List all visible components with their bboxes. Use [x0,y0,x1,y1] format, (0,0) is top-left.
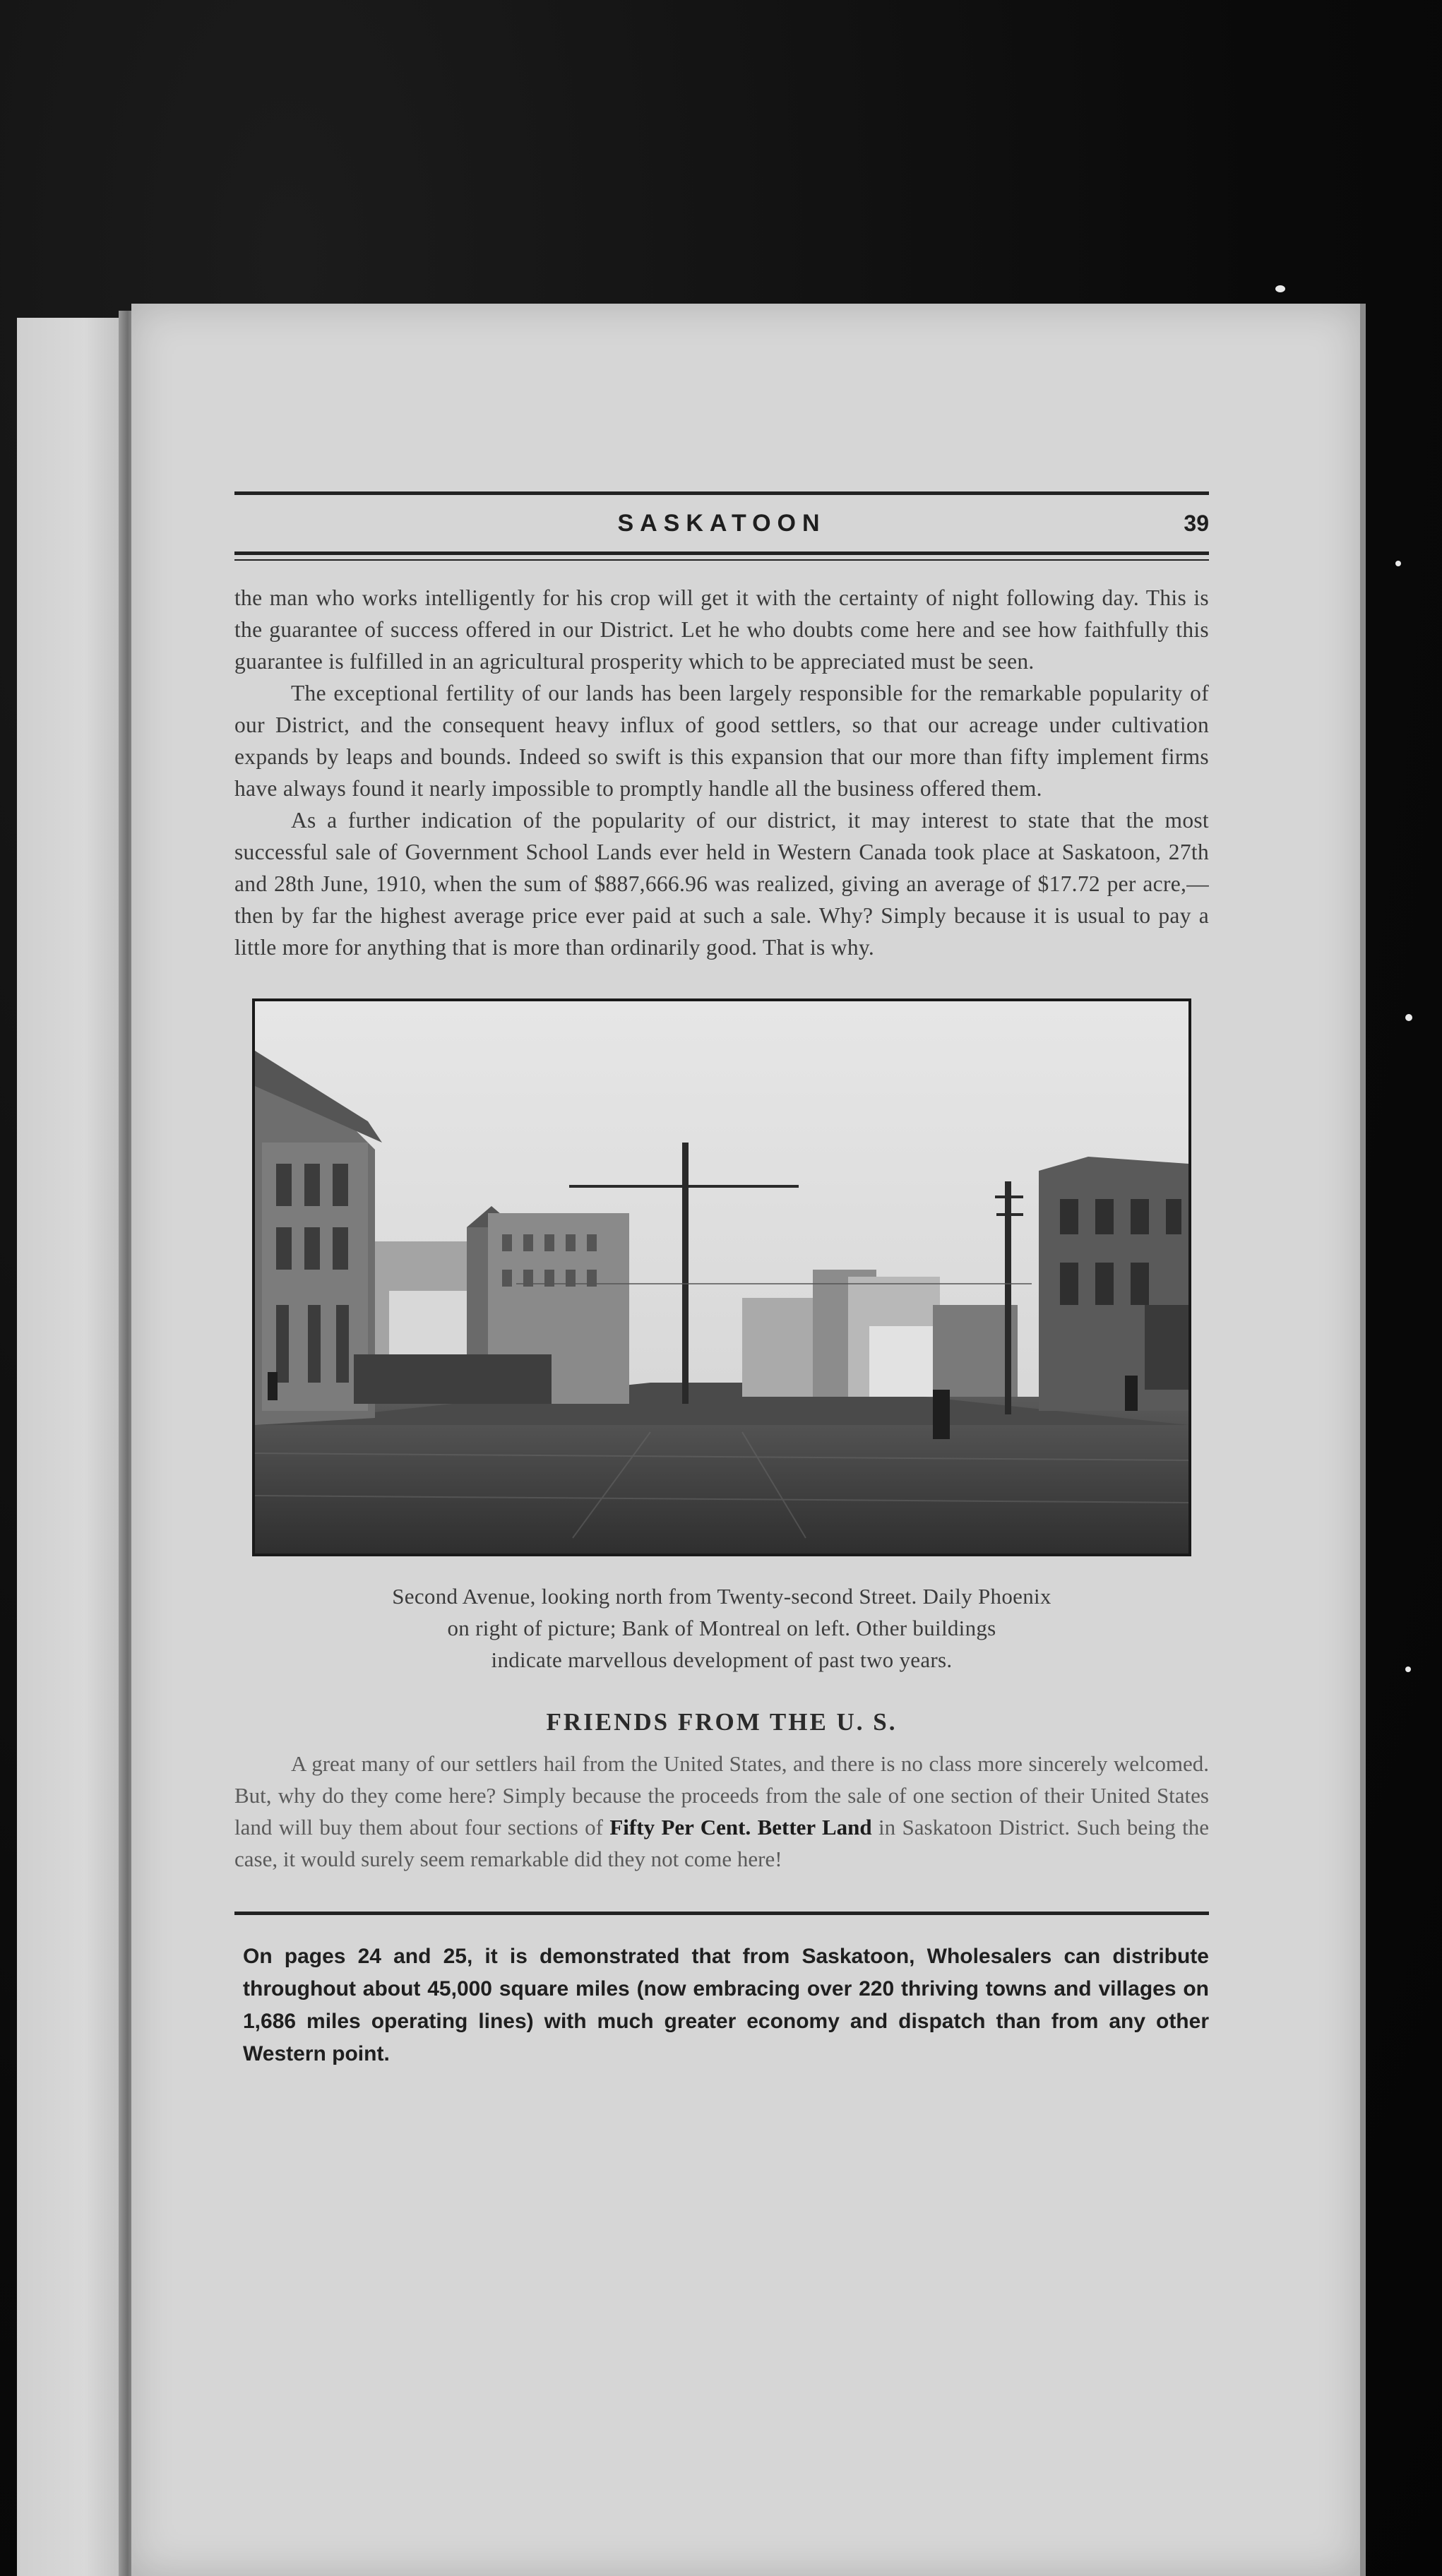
body-paragraph: the man who works intelligently for his crop will get it with the certainty of night following day. This is the guarantee of success offered in our District. Let he who doubts come here and see how faithfully this guarantee is fulfilled in an agricultural prosperity which to be appreciated must be seen. [234,585,1209,674]
caption-line: Second Avenue, looking north from Twenty-second Street. Daily Phoenix [392,1584,1051,1609]
section-text-emphasis: Fifty Per Cent. Better Land [609,1815,872,1839]
section-text-before: A great many of our settlers hail from the United States, and there is no class more sincerely welcomed. But, why do they come here? Simply because the proceeds from the sale of one section of their United States land will buy them about four sections of [234,1751,1209,1839]
dust-speck [1405,1666,1411,1672]
running-head: SASKATOON [617,509,826,537]
caption-line: on right of picture; Bank of Montreal on left. Other buildings [447,1616,996,1640]
book-page [131,304,1366,2576]
body-paragraph: As a further indication of the popularity of our district, it may interest to state that the most successful sale of Government School Lands ever held in Western Canada took place at Saskatoon, 27th and 28th June, 1910, when the sum of $887,666.96 was realized, giving an average of $17.72 per acre,—then by far the highest average price ever paid at such a sale. Why? Simply because it is usual to pay a little more for anything that is more than ordinarily good. That is why. [234,808,1209,960]
dust-speck [1395,561,1401,566]
previous-page-edge [17,318,130,2576]
body-paragraph: The exceptional fertility of our lands has been largely responsible for the remarkable popularity of our District, and the consequent heavy influx of good settlers, so that our acreage under cultivation expands by leaps and bounds. Indeed so swift is this expansion that our more than fifty implement firms have always found it nearly impossible to promptly handle all the business offered them. [234,681,1209,801]
page-content [234,491,1209,2070]
section-paragraph [234,1748,1209,1875]
section-heading: FRIENDS FROM THE U. S. [546,1708,898,1736]
section-text [234,1748,1209,1875]
dust-speck [1275,285,1285,292]
page-number: 39 [1184,510,1209,536]
caption-line: indicate marvellous development of past two years. [491,1647,953,1672]
wholesalers-notice: On pages 24 and 25, it is demonstrated that from Saskatoon, Wholesalers can distribute throughout about 45,000 square miles (now embracing over 220 thriving towns and villages on 1,686 miles operating lines) with much greater economy and dispatch than from any other Western point. [243,1945,1209,2065]
notice-rule [234,1912,1209,1915]
dust-speck [1405,1014,1412,1021]
page-header [234,495,1209,551]
street-photograph [252,998,1191,1556]
header-bottom-rule-thin [234,559,1209,561]
body-text [234,582,1209,963]
section-text-after: in Saskatoon District. Such being the case, it would surely seem remarkable did they not come here! [234,1815,1210,1871]
photo-caption [234,1580,1209,1676]
